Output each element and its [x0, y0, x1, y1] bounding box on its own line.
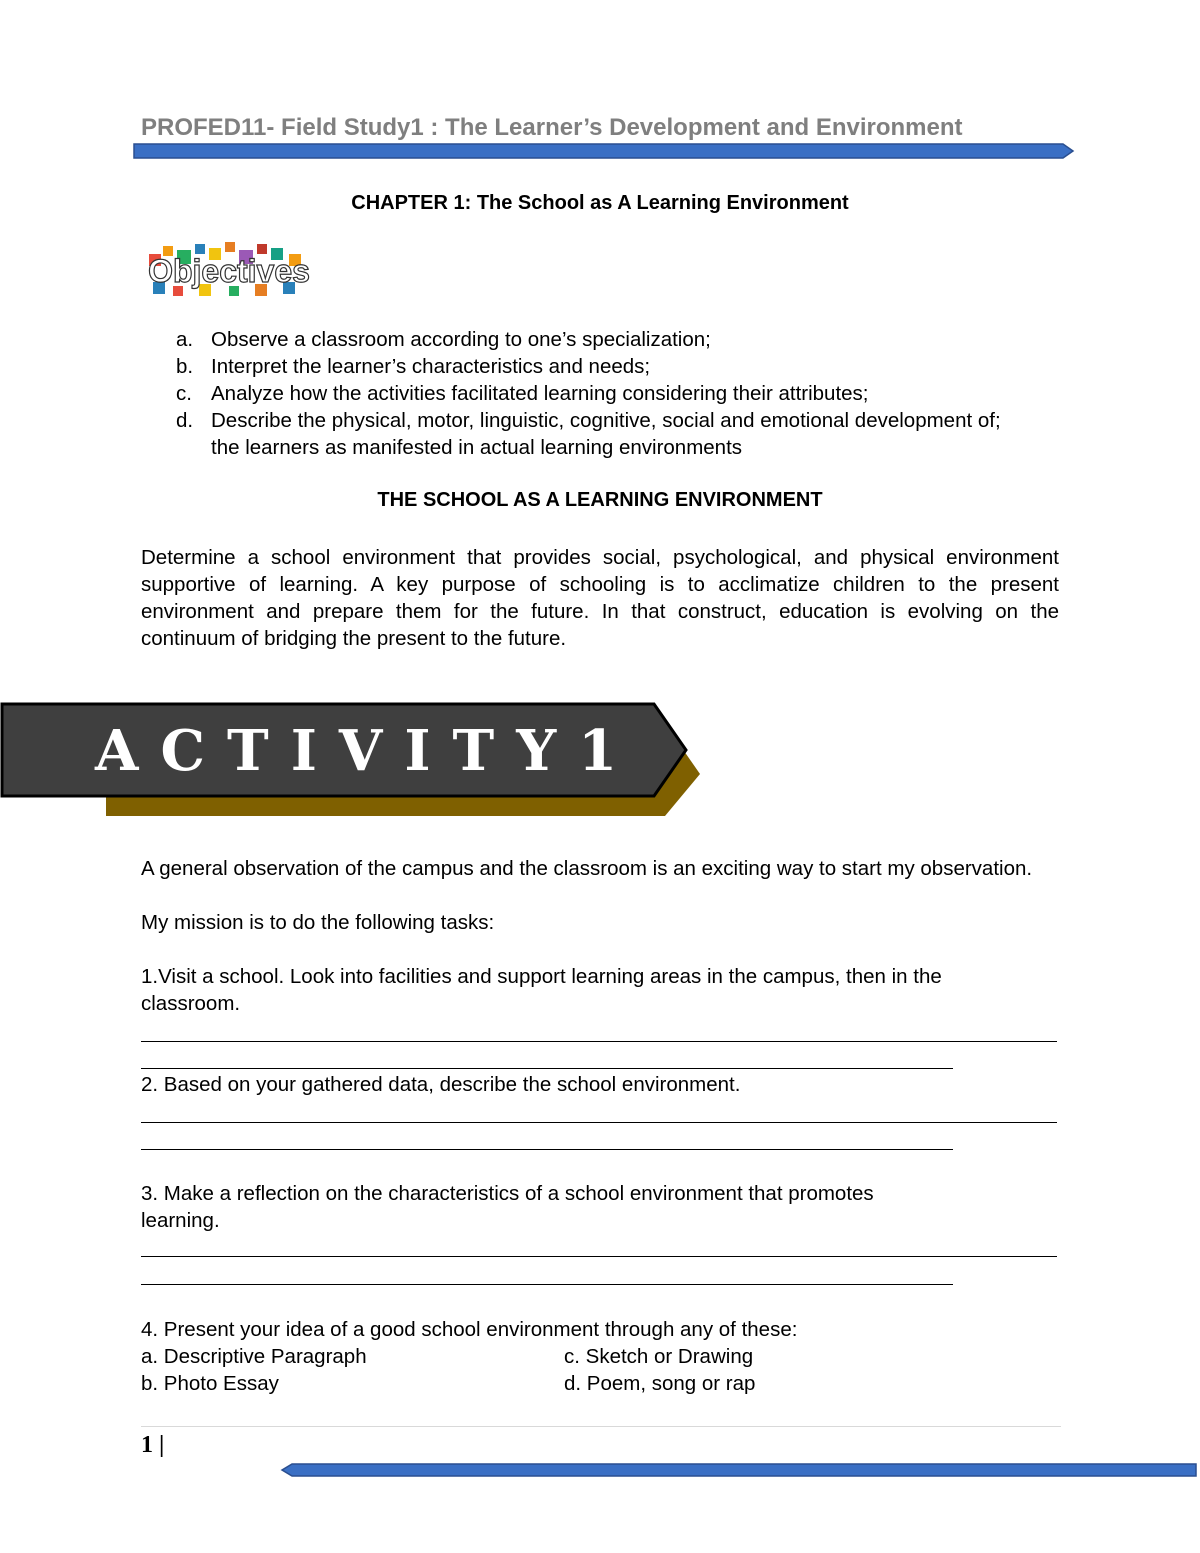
option-c: c. Sketch or Drawing [564, 1345, 754, 1368]
answer-line[interactable] [141, 1068, 953, 1069]
objective-text: Describe the physical, motor, linguistic, cognitive, social and emotional development of; the learners as manifested in actual learning environments [211, 409, 1001, 459]
answer-line[interactable] [141, 1041, 1057, 1042]
footer-bar [280, 1462, 1198, 1478]
objectives-logo-icon [143, 240, 318, 302]
activity-intro: A general observation of the campus and the classroom is an exciting way to start my observation. [141, 857, 1033, 880]
option-a: a. Descriptive Paragraph [141, 1345, 367, 1368]
objective-letter: c. [176, 382, 192, 405]
footer-rule [141, 1426, 1061, 1427]
footer-bar-shape [282, 1464, 1196, 1476]
objectives-list [141, 326, 1061, 461]
answer-line[interactable] [141, 1122, 1057, 1123]
page-number: 1 | [141, 1432, 165, 1458]
objective-item [141, 407, 1061, 461]
option-d: d. Poem, song or rap [564, 1372, 756, 1395]
header-bar [133, 140, 1078, 160]
chapter-title: CHAPTER 1: The School as A Learning Environment [351, 192, 849, 214]
objective-item [141, 326, 1061, 353]
objective-text: Analyze how the activities facilitated learning considering their attributes; [211, 382, 869, 405]
objective-text: Interpret the learner’s characteristics and needs; [211, 355, 651, 378]
option-b: b. Photo Essay [141, 1372, 279, 1395]
objective-item [141, 353, 1061, 380]
task-1-line1: 1.Visit a school. Look into facilities and support learning areas in the campus, then in the [141, 965, 942, 988]
objectives-logo-text: Objectives [148, 253, 310, 289]
task-2-line1: 2. Based on your gathered data, describe the school environment. [141, 1073, 741, 1096]
header-title: PROFED11- Field Study1 : The Learner’s Development and Environment [141, 114, 963, 141]
header-bar-shape [134, 144, 1073, 158]
objective-letter: d. [176, 409, 194, 432]
objective-letter: b. [176, 355, 194, 378]
objective-letter: a. [176, 328, 194, 351]
objective-item [141, 380, 1061, 407]
section-paragraph: Determine a school environment that provides social, psychological, and physical environment supportive of learning. A key purpose of schooling is to acclimatize children to the present environment and prepare them for the future. In that construct, education is evolving on the continuum of bridging the present to the future. [141, 546, 1059, 650]
task-1-line2: classroom. [141, 992, 241, 1015]
activity-mission: My mission is to do the following tasks: [141, 911, 495, 934]
task-3-line2: learning. [141, 1209, 220, 1232]
answer-line[interactable] [141, 1256, 1057, 1257]
activity-banner-label: ACTIVITY1 [95, 718, 640, 784]
task-4-line1: 4. Present your idea of a good school environment through any of these: [141, 1318, 798, 1341]
objective-text: Observe a classroom according to one’s specialization; [211, 328, 711, 351]
answer-line[interactable] [141, 1284, 953, 1285]
task-3-line1: 3. Make a reflection on the characteristics of a school environment that promotes [141, 1182, 874, 1205]
answer-line[interactable] [141, 1149, 953, 1150]
section-title: THE SCHOOL AS A LEARNING ENVIRONMENT [377, 489, 823, 511]
